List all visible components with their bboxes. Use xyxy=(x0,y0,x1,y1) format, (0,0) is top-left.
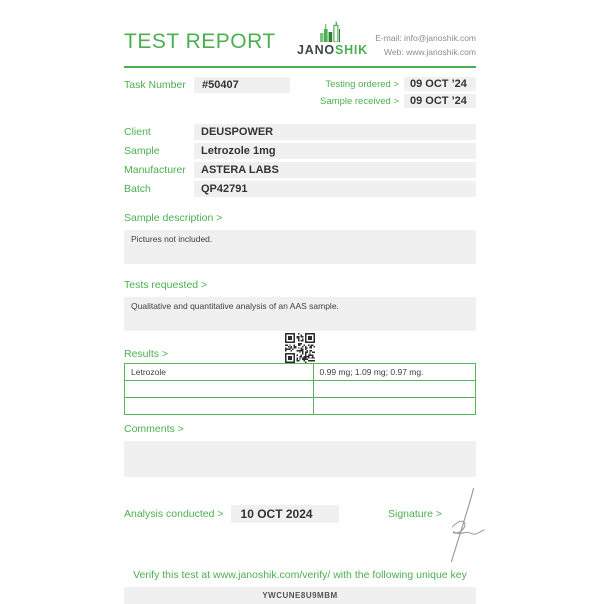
testing-ordered-value: 09 OCT ’24 xyxy=(404,77,476,91)
results-label: Results > xyxy=(124,348,169,360)
sample-received-row xyxy=(320,94,476,108)
analysis-conducted-value: 10 OCT 2024 xyxy=(231,505,339,523)
sample-label: Sample xyxy=(124,145,160,157)
contact-info xyxy=(375,31,476,59)
task-number-label: Task Number xyxy=(124,79,186,91)
dates xyxy=(320,77,476,111)
manufacturer-label: Manufacturer xyxy=(124,164,186,176)
contact-web: Web: www.janoshik.com xyxy=(384,47,476,58)
result-value-cell xyxy=(313,381,476,398)
result-value-cell xyxy=(313,398,476,415)
signature-mark xyxy=(438,483,486,567)
result-name-cell xyxy=(125,398,314,415)
results-header xyxy=(124,331,476,363)
tests-requested-label: Tests requested > xyxy=(124,279,208,291)
testing-ordered-label: Testing ordered > xyxy=(325,78,399,90)
logo-wordmark xyxy=(297,43,368,57)
bar-chart-icon xyxy=(318,21,348,42)
table-row xyxy=(125,364,476,381)
table-row xyxy=(125,381,476,398)
detail-row-sample xyxy=(124,143,476,159)
results-table xyxy=(124,363,476,415)
task-number xyxy=(124,77,290,111)
logo-shik: SHIK xyxy=(334,43,369,57)
sample-description-section xyxy=(124,212,476,264)
client-value: DEUSPOWER xyxy=(194,124,476,140)
sample-description-box: Pictures not included. xyxy=(124,230,476,264)
page-title: TEST REPORT xyxy=(124,30,276,53)
manufacturer-value: ASTERA LABS xyxy=(194,162,476,178)
verify-text: Verify this test at www.janoshik.com/verify/ with the following unique key xyxy=(133,569,467,581)
qr-code xyxy=(285,333,315,363)
sample-received-label: Sample received > xyxy=(320,95,399,107)
batch-value: QP42791 xyxy=(194,181,476,197)
contact-email: E-mail: info@janoshik.com xyxy=(375,33,476,43)
task-section xyxy=(124,77,476,111)
sample-description-label: Sample description > xyxy=(124,212,223,224)
tests-requested-section xyxy=(124,279,476,331)
sample-value: Letrozole 1mg xyxy=(194,143,476,159)
comments-section xyxy=(124,423,476,477)
logo-jano: JANO xyxy=(297,43,335,57)
detail-row-client xyxy=(124,124,476,140)
signature-area xyxy=(388,505,442,523)
testing-ordered-row xyxy=(320,77,476,91)
detail-row-manufacturer xyxy=(124,162,476,178)
client-label: Client xyxy=(124,126,151,138)
report-document xyxy=(124,0,476,604)
table-row xyxy=(125,398,476,415)
analysis-conducted xyxy=(124,505,339,523)
batch-label: Batch xyxy=(124,183,151,195)
unique-key: YWCUNE8U9MBM xyxy=(124,587,476,604)
signature-label: Signature > xyxy=(388,508,442,520)
comments-label: Comments > xyxy=(124,423,184,435)
header xyxy=(124,20,476,62)
comments-box xyxy=(124,441,476,477)
details-section xyxy=(124,124,476,197)
result-name-cell: Letrozole xyxy=(125,364,314,381)
task-number-value: #50407 xyxy=(194,77,290,93)
tests-requested-box: Qualitative and quantitative analysis of an AAS sample. xyxy=(124,297,476,331)
sample-received-value: 09 OCT ’24 xyxy=(404,94,476,108)
bottom-row xyxy=(124,505,476,523)
detail-row-batch xyxy=(124,181,476,197)
janoshik-logo xyxy=(297,21,368,57)
result-name-cell xyxy=(125,381,314,398)
analysis-conducted-label: Analysis conducted > xyxy=(124,508,224,520)
header-divider xyxy=(124,66,476,68)
result-value-cell: 0.99 mg; 1.09 mg; 0.97 mg. xyxy=(313,364,476,381)
